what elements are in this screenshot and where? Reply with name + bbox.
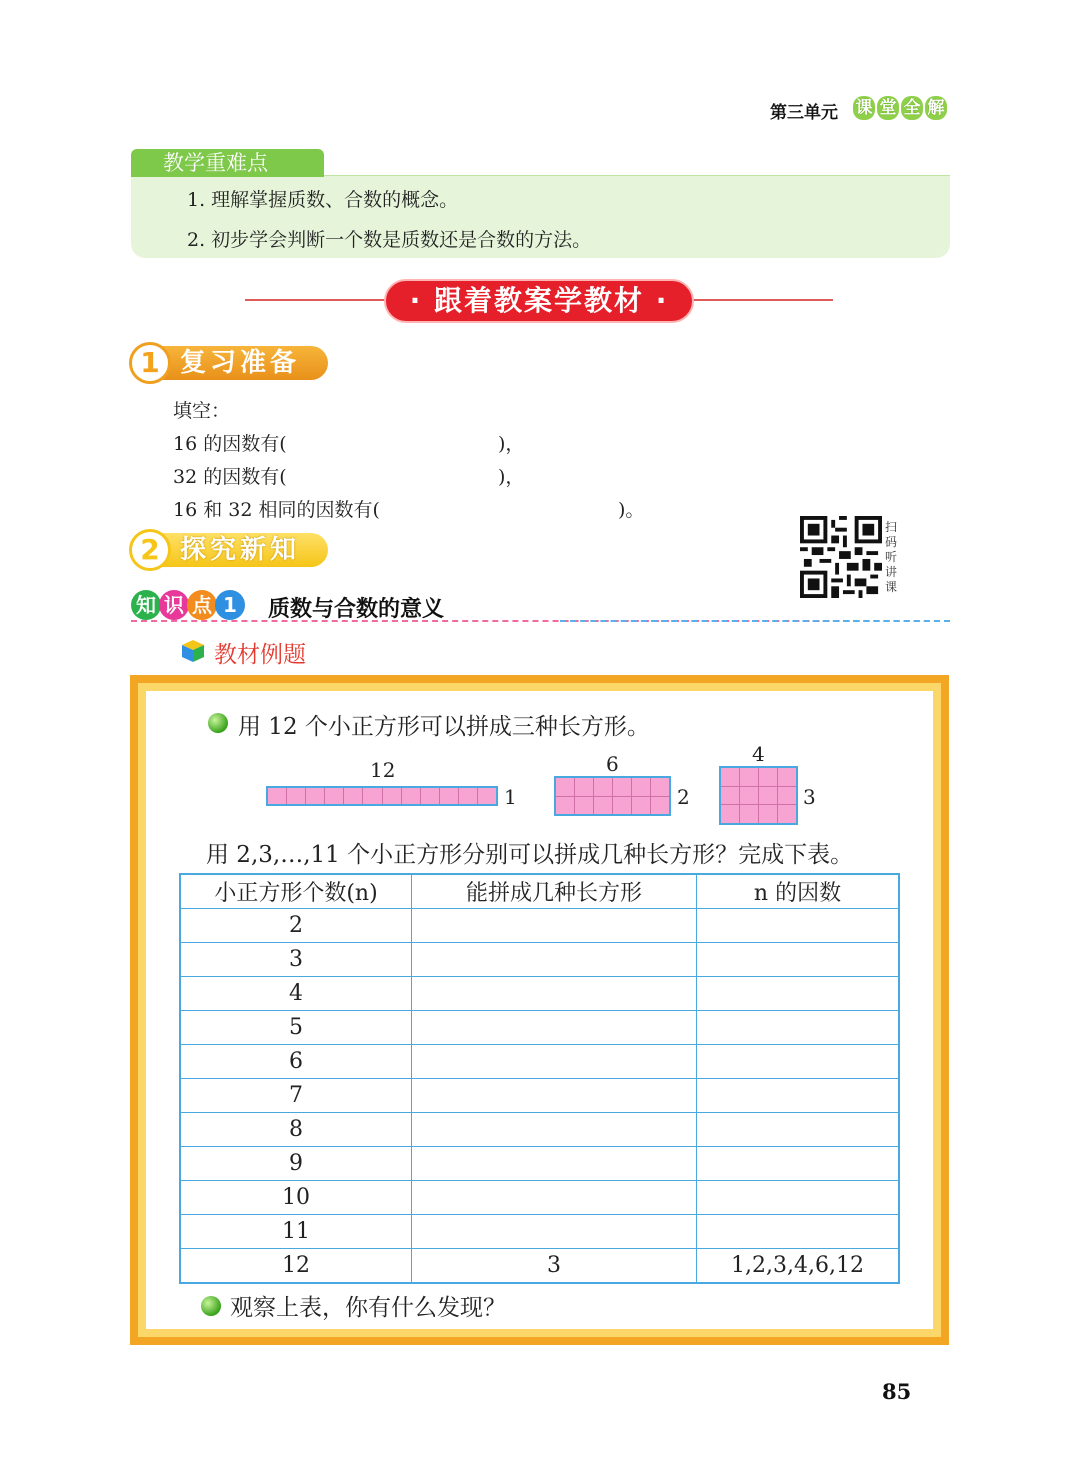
badge-char: 堂 — [877, 96, 899, 120]
table-header: 能拼成几种长方形 — [412, 874, 697, 909]
badge-char: 解 — [925, 96, 947, 120]
factors-cell — [697, 1045, 900, 1079]
rect-width-label: 12 — [370, 758, 396, 782]
unit-square — [759, 805, 777, 823]
table-row — [180, 977, 899, 1011]
fill-line: 32 的因数有( — [173, 466, 287, 488]
rect-count-cell — [412, 1011, 697, 1045]
fill-line-end: )， — [498, 466, 525, 488]
count-cell: 10 — [180, 1181, 412, 1215]
table-row — [180, 1249, 899, 1284]
table-row — [180, 1079, 899, 1113]
rect-count-cell — [412, 943, 697, 977]
example-question: 用 2,3,…,11 个小正方形分别可以拼成几种长方形？完成下表。 — [206, 842, 854, 868]
knowledge-point-badge — [131, 590, 243, 620]
count-cell: 12 — [180, 1249, 412, 1284]
unit-square — [478, 788, 496, 804]
rectangle-12x1 — [266, 786, 498, 806]
factors-cell — [697, 1181, 900, 1215]
factor-table — [179, 873, 900, 1284]
rect-count-cell — [412, 1113, 697, 1147]
bullet-icon — [201, 1296, 221, 1316]
unit-label: 第三单元 — [770, 103, 838, 123]
unit-square — [306, 788, 324, 804]
rect-width-label: 6 — [606, 752, 619, 776]
factors-cell — [697, 1215, 900, 1249]
unit-square — [383, 788, 401, 804]
badge-char: 识 — [159, 590, 189, 620]
unit-square — [740, 768, 758, 786]
table-header: n 的因数 — [697, 874, 900, 909]
rect-height-label: 1 — [504, 785, 517, 809]
qr-code-icon[interactable] — [800, 516, 882, 598]
qr-caption: 扫 码 听 讲 课 — [885, 520, 898, 594]
count-cell: 3 — [180, 943, 412, 977]
unit-square — [740, 805, 758, 823]
unit-square — [594, 797, 612, 815]
section-number-icon: 1 — [129, 342, 171, 384]
rect-count-cell — [412, 977, 697, 1011]
divider — [324, 175, 950, 176]
section-title: 复习准备 — [160, 346, 328, 380]
divider — [560, 620, 950, 622]
unit-square — [613, 797, 631, 815]
cube-icon — [180, 638, 206, 664]
fill-line-end: )， — [498, 433, 525, 455]
unit-square — [575, 797, 593, 815]
badge-char: 1 — [215, 590, 245, 620]
badge-char: 课 — [853, 96, 875, 120]
count-cell: 5 — [180, 1011, 412, 1045]
factors-cell — [697, 909, 900, 943]
rect-count-cell — [412, 1079, 697, 1113]
count-cell: 4 — [180, 977, 412, 1011]
fill-instruction: 填空： — [173, 400, 231, 422]
unit-square — [759, 768, 777, 786]
factors-cell — [697, 943, 900, 977]
factors-cell: 1,2,3,4,6,12 — [697, 1249, 900, 1284]
unit-square — [759, 787, 777, 805]
bullet-icon — [208, 713, 228, 733]
unit-square — [325, 788, 343, 804]
unit-square — [575, 778, 593, 796]
table-row — [180, 1045, 899, 1079]
table-row — [180, 909, 899, 943]
badge-char: 全 — [901, 96, 923, 120]
rect-height-label: 2 — [677, 785, 690, 809]
page-number: 85 — [882, 1379, 912, 1404]
fill-line: 16 的因数有( — [173, 433, 287, 455]
key-point-item: 2. 初步学会判断一个数是质数还是合数的方法。 — [187, 229, 592, 251]
unit-square — [778, 787, 796, 805]
badge-char: 点 — [187, 590, 217, 620]
unit-square — [421, 788, 439, 804]
factors-cell — [697, 1147, 900, 1181]
unit-square — [594, 778, 612, 796]
unit-square — [268, 788, 286, 804]
fill-line: 16 和 32 相同的因数有( — [173, 499, 380, 521]
unit-square — [459, 788, 477, 804]
table-row — [180, 1113, 899, 1147]
rectangle-4x3 — [719, 766, 798, 825]
count-cell: 11 — [180, 1215, 412, 1249]
unit-square — [721, 805, 739, 823]
unit-square — [613, 778, 631, 796]
rect-width-label: 4 — [752, 742, 765, 766]
unit-square — [721, 768, 739, 786]
lesson-badge — [853, 96, 947, 120]
unit-square — [287, 788, 305, 804]
example-intro: 用 12 个小正方形可以拼成三种长方形。 — [238, 714, 650, 740]
rect-count-cell — [412, 1045, 697, 1079]
rect-count-cell — [412, 1181, 697, 1215]
count-cell: 6 — [180, 1045, 412, 1079]
key-points-title: 教学重难点 — [131, 149, 324, 177]
unit-square — [651, 797, 669, 815]
rectangle-6x2 — [554, 776, 671, 816]
rect-count-cell — [412, 909, 697, 943]
unit-square — [632, 778, 650, 796]
count-cell: 7 — [180, 1079, 412, 1113]
unit-square — [344, 788, 362, 804]
rect-count-cell — [412, 1215, 697, 1249]
unit-square — [632, 797, 650, 815]
observe-prompt: 观察上表，你有什么发现？ — [230, 1295, 506, 1321]
count-cell: 9 — [180, 1147, 412, 1181]
example-label: 教材例题 — [214, 642, 306, 668]
key-point-item: 1. 理解掌握质数、合数的概念。 — [187, 189, 459, 211]
fill-line-end: )。 — [618, 499, 645, 521]
section-number-icon: 2 — [129, 529, 171, 571]
unit-square — [556, 778, 574, 796]
factors-cell — [697, 1113, 900, 1147]
factors-cell — [697, 977, 900, 1011]
rect-height-label: 3 — [803, 785, 816, 809]
table-header: 小正方形个数(n) — [180, 874, 412, 909]
unit-square — [721, 787, 739, 805]
table-row — [180, 943, 899, 977]
knowledge-point-title: 质数与合数的意义 — [268, 597, 445, 622]
rect-count-cell — [412, 1147, 697, 1181]
unit-square — [556, 797, 574, 815]
unit-square — [778, 768, 796, 786]
unit-square — [778, 805, 796, 823]
rect-count-cell: 3 — [412, 1249, 697, 1284]
table-row — [180, 1011, 899, 1045]
unit-square — [402, 788, 420, 804]
unit-square — [363, 788, 381, 804]
table-row — [180, 1147, 899, 1181]
count-cell: 2 — [180, 909, 412, 943]
unit-square — [440, 788, 458, 804]
section-banner: · 跟着教案学教材 · — [384, 279, 694, 323]
table-row — [180, 1181, 899, 1215]
factors-cell — [697, 1011, 900, 1045]
badge-char: 知 — [131, 590, 161, 620]
table-row — [180, 1215, 899, 1249]
unit-square — [651, 778, 669, 796]
section-title: 探究新知 — [160, 533, 328, 567]
unit-square — [740, 787, 758, 805]
count-cell: 8 — [180, 1113, 412, 1147]
factors-cell — [697, 1079, 900, 1113]
